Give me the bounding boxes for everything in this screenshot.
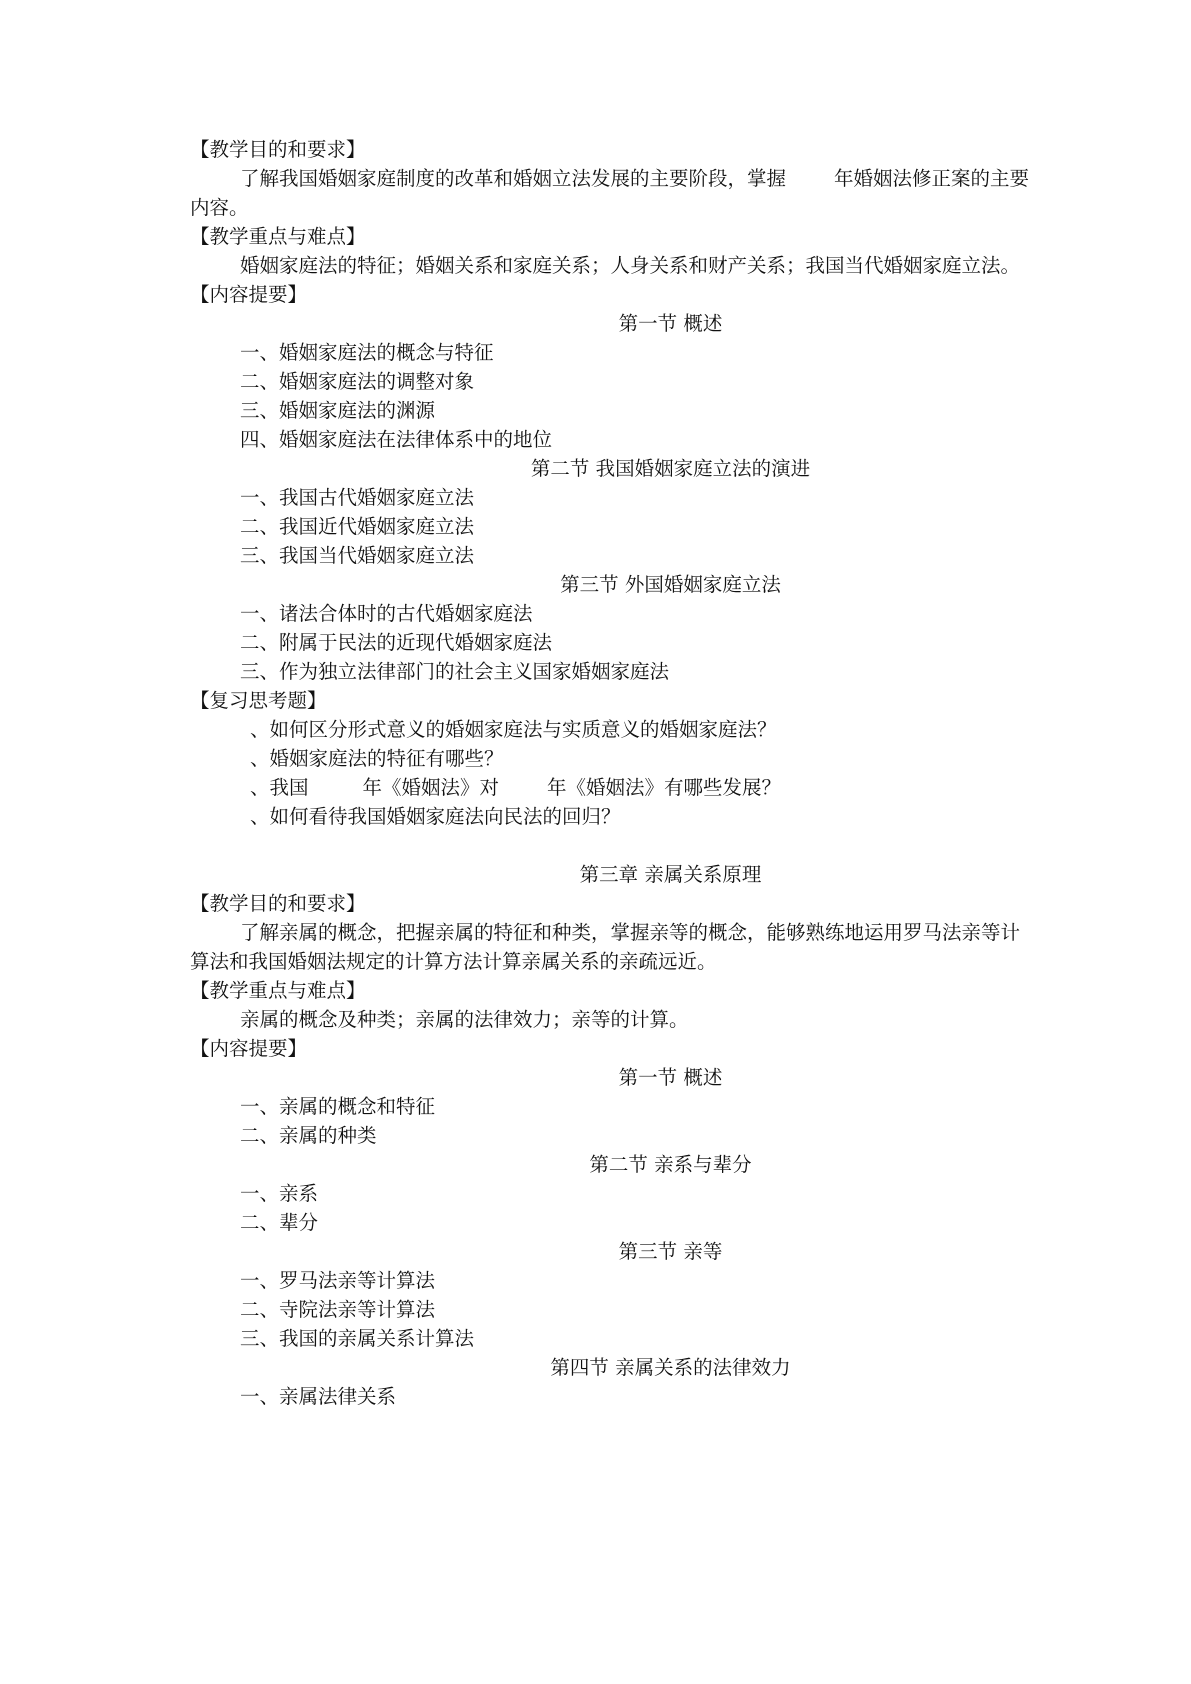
heading-outline: 【内容提要】 (190, 283, 308, 306)
heading-review-questions: 【复习思考题】 (190, 689, 327, 712)
list-item: 四、婚姻家庭法在法律体系中的地位 (240, 428, 553, 451)
list-item: 一、我国古代婚姻家庭立法 (240, 486, 475, 509)
list-item: 一、亲属的概念和特征 (240, 1095, 436, 1118)
section-title: 第二节 我国婚姻家庭立法的演进 (530, 457, 811, 480)
heading-outline: 【内容提要】 (190, 1037, 308, 1060)
list-item: 一、亲属法律关系 (240, 1385, 397, 1408)
list-item: 一、婚姻家庭法的概念与特征 (240, 341, 494, 364)
list-item: 二、辈分 (240, 1211, 319, 1234)
list-item: 一、诸法合体时的古代婚姻家庭法 (240, 602, 533, 625)
list-item: 二、寺院法亲等计算法 (240, 1298, 436, 1321)
section-title: 第一节 概述 (618, 1066, 723, 1089)
paragraph-key-points: 婚姻家庭法的特征；婚姻关系和家庭关系；人身关系和财产关系；我国当代婚姻家庭立法。 (240, 254, 1021, 277)
section-title: 第三节 亲等 (618, 1240, 723, 1263)
review-question: 、我国 年《婚姻法》对 年《婚姻法》有哪些发展？ (250, 776, 782, 799)
review-question: 、如何区分形式意义的婚姻家庭法与实质意义的婚姻家庭法？ (250, 718, 777, 741)
list-item: 三、婚姻家庭法的渊源 (240, 399, 436, 422)
review-question: 、婚姻家庭法的特征有哪些？ (250, 747, 504, 770)
list-item: 二、附属于民法的近现代婚姻家庭法 (240, 631, 553, 654)
chapter-title: 第三章 亲属关系原理 (579, 863, 762, 886)
list-item: 三、我国当代婚姻家庭立法 (240, 544, 475, 567)
list-item: 一、亲系 (240, 1182, 319, 1205)
paragraph-key-points: 亲属的概念及种类；亲属的法律效力；亲等的计算。 (240, 1008, 689, 1031)
heading-key-points: 【教学重点与难点】 (190, 979, 366, 1002)
paragraph-goals-cont: 算法和我国婚姻法规定的计算方法计算亲属关系的亲疏远近。 (190, 950, 717, 973)
list-item: 三、作为独立法律部门的社会主义国家婚姻家庭法 (240, 660, 670, 683)
review-question: 、如何看待我国婚姻家庭法向民法的回归？ (250, 805, 621, 828)
paragraph-goals: 了解亲属的概念，把握亲属的特征和种类，掌握亲等的概念，能够熟练地运用罗马法亲等计 (240, 921, 1021, 944)
section-title: 第一节 概述 (618, 312, 723, 335)
section-title: 第二节 亲系与辈分 (589, 1153, 752, 1176)
heading-teaching-goals: 【教学目的和要求】 (190, 138, 366, 161)
heading-teaching-goals: 【教学目的和要求】 (190, 892, 366, 915)
list-item: 三、我国的亲属关系计算法 (240, 1327, 475, 1350)
list-item: 二、婚姻家庭法的调整对象 (240, 370, 475, 393)
heading-key-points: 【教学重点与难点】 (190, 225, 366, 248)
paragraph-goals: 了解我国婚姻家庭制度的改革和婚姻立法发展的主要阶段，掌握 年婚姻法修正案的主要 (240, 167, 1030, 190)
list-item: 一、罗马法亲等计算法 (240, 1269, 436, 1292)
list-item: 二、亲属的种类 (240, 1124, 377, 1147)
section-title: 第四节 亲属关系的法律效力 (550, 1356, 791, 1379)
section-title: 第三节 外国婚姻家庭立法 (560, 573, 781, 596)
paragraph-goals-cont: 内容。 (190, 196, 249, 219)
list-item: 二、我国近代婚姻家庭立法 (240, 515, 475, 538)
